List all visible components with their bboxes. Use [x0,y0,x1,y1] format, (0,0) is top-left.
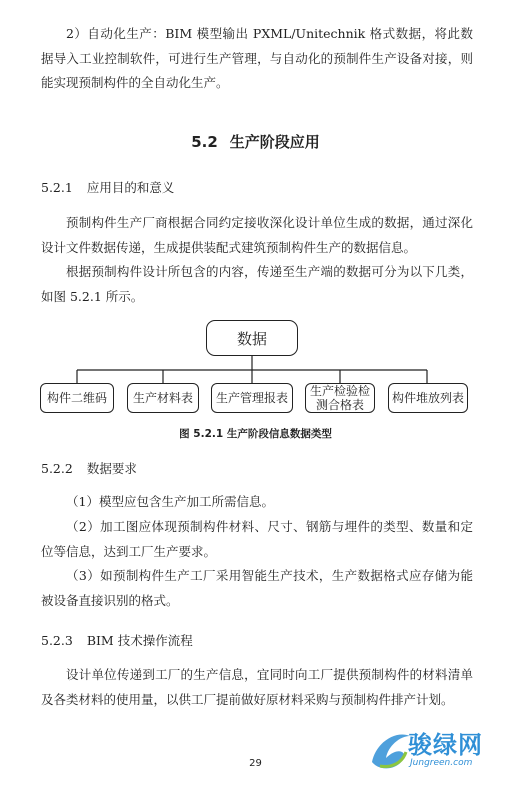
list-item: （2）加工图应体现预制构件材料、尺寸、钢筋与埋件的类型、数量和定位等信息，达到工厂生产要求。 [41,519,473,559]
diagram-node-management-report: 生产管理报表 [211,383,293,413]
node-line: 测合格表 [315,398,364,412]
subsection-number: 5.2.2 [41,461,73,476]
list-item: （3）如预制构件生产工厂采用智能生产技术，生产数据格式应存储为能被设备直接识别的格式。 [41,568,473,608]
section-title: 生产阶段应用 [229,133,320,151]
paragraph: 预制构件生产厂商根据合同约定接收深化设计单位生成的数据，通过深化设计文件数据传递，生成提供装配式建筑预制构件生产的数据信息。 [41,215,473,255]
subsection-5-2-2-heading [41,459,137,477]
subsection-title: 应用目的和意义 [86,180,175,195]
diagram-node-material-list: 生产材料表 [127,383,199,413]
section-number: 5.2 [191,133,218,151]
subsection-title: BIM 技术操作流程 [86,633,193,648]
intro-paragraph: 2）自动化生产：BIM 模型输出 PXML/Unitechnik 格式数据，将此数据导入工业控制软件，可进行生产管理，与自动化的预制件生产设备对接，则能实现预制构件的全自动化生产。 [41,26,473,90]
subsection-5-2-3-heading [41,631,193,649]
diagram-root-node: 数据 [206,320,298,356]
subsection-number: 5.2.3 [41,633,73,648]
node-line: 生产检验检 [309,384,370,398]
page-number: 29 [249,758,262,769]
subsection-number: 5.2.1 [41,180,73,195]
diagram-node-inspection-form [305,383,375,413]
paragraph: 设计单位传递到工厂的生产信息，宜同时向工厂提供预制构件的材料清单及各类材料的使用量，以供工厂提前做好原材料采购与预制构件排产计划。 [41,667,473,707]
figure-caption: 图 5.2.1 生产阶段信息数据类型 [179,428,332,440]
watermark-url: Jungreen.com [410,758,473,768]
watermark-text: 骏绿网 [408,731,483,759]
paragraph: 根据预制构件设计所包含的内容，传递至生产端的数据可分为以下几类，如图 5.2.1 所示。 [41,264,473,304]
diagram-node-qrcode: 构件二维码 [40,383,114,413]
subsection-title: 数据要求 [86,461,137,476]
list-item: （1）模型应包含生产加工所需信息。 [66,494,274,509]
diagram-node-stacking-list: 构件堆放列表 [388,383,468,413]
